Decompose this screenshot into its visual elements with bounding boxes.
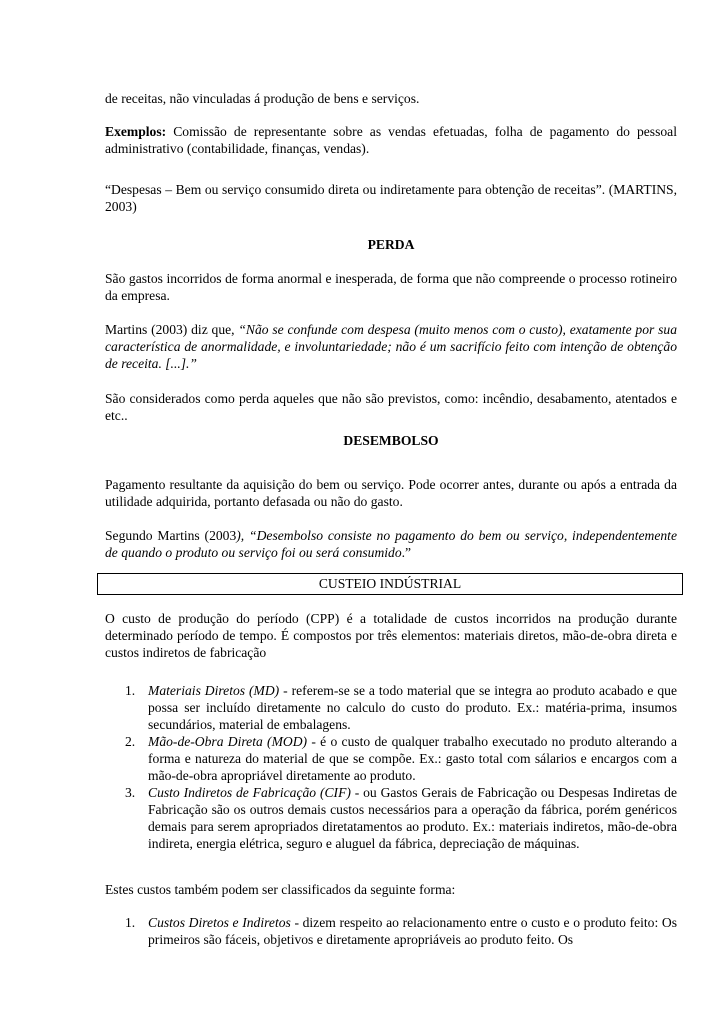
quote: ), “Desembolso consiste no pagamento do bem ou serviço, independentemente de quando o produto ou serviço foi ou será consumido [105,528,677,560]
list-item [120,914,677,948]
paragraph-custeio [105,610,677,661]
list-term: Custos Diretos e Indiretos [148,915,291,930]
list-item [120,733,677,784]
heading-custeio-box: CUSTEIO INDÚSTRIAL [97,573,683,595]
list-classificacao [120,914,677,948]
list-text: - dizem respeito ao relacionamento entre o custo e o produto feito: Os primeiros são fáceis, objetivos e diretamente apropriáveis ao produto feito. Os [148,915,677,947]
paragraph-desembolso-2 [105,527,677,561]
list-item [120,784,677,852]
examples-label: Exemplos: [105,124,167,139]
examples-text: Comissão de representante sobre as vendas efetuadas, folha de pagamento do pessoal administrativo (contabilidade, finanças, vendas). [105,124,677,156]
list-number: 3. [125,785,136,800]
list-number: 2. [125,734,136,749]
list-item [120,682,677,733]
heading-perda: PERDA [367,237,415,252]
paragraph-desembolso-1 [105,476,677,510]
text: de receitas, não vinculadas á produção de bens e serviços. [105,91,420,106]
list-text: - ou Gastos Gerais de Fabricação ou Despesas Indiretas de Fabricação são os outros demais custos necessários para a operação da fábrica, porém genéricos demais para serem apropriados diretatamentos ao produto. Ex.: materiais indiretos, mão-de-obra indireta, energia elétrica, seguro e aluguel da fábrica, depreciação de máquinas. [148,785,677,851]
text-prefix: Martins (2003) diz que, [105,322,239,337]
text: São gastos incorridos de forma anormal e inesperada, de forma que não compreende o processo rotineiro da empresa. [105,271,677,303]
text: O custo de produção do período (CPP) é a totalidade de custos incorridos na produção durante determinado período de tempo. É compostos por três elementos: materiais diretos, mão-de-obra direta e custos indiretos de fabricação [105,611,677,660]
text-suffix: .” [401,545,412,560]
paragraph-perda-1 [105,270,677,304]
list-term: Custo Indiretos de Fabricação (CIF) [148,785,351,800]
paragraph-quote-despesas [105,181,677,215]
quote: “Não se confunde com despesa (muito menos com o custo), exatamente por sua característica de anormalidade, e involuntariedade; não é um sacrifício feito com intenção de obtenção de receita. [...].” [105,322,677,371]
text: São considerados como perda aqueles que não são previstos, como: incêndio, desabamento, atentados e etc.. [105,391,677,423]
list-text: - referem-se se a todo material que se integra ao produto acabado e que possa ser incluído diretamente no calculo do custo do produto. Ex.: matéria-prima, insumos secundários, material de embalagens. [148,683,678,732]
text: “Despesas – Bem ou serviço consumido direta ou indiretamente para obtenção de receitas”. (MARTINS, 2003) [105,182,677,214]
list-number: 1. [125,915,136,930]
paragraph-perda-2 [105,321,677,372]
text-prefix: Segundo Martins (2003 [105,528,237,543]
list-term: Mão-de-Obra Direta (MOD) [148,734,308,749]
list-term: Materiais Diretos (MD) [148,683,280,698]
list-text: - é o custo de qualquer trabalho executado no produto alterando a forma e natureza do material de que se compõe. Ex.: gasto total com sálarios e encargos com a mão-de-obra apropriável diretamente ao produto. [148,734,677,783]
list-elements [120,682,677,852]
paragraph-exemplos [105,123,677,157]
paragraph-perda-3 [105,390,677,424]
list-number: 1. [125,683,136,698]
text: Pagamento resultante da aquisição do bem ou serviço. Pode ocorrer antes, durante ou após a entrada da utilidade adquirida, portanto defasada ou não do gasto. [105,477,677,509]
paragraph-receitas [105,90,677,107]
heading-desembolso: DESEMBOLSO [343,433,439,448]
paragraph-classificacao [105,881,677,898]
text: Estes custos também podem ser classificados da seguinte forma: [105,882,456,897]
